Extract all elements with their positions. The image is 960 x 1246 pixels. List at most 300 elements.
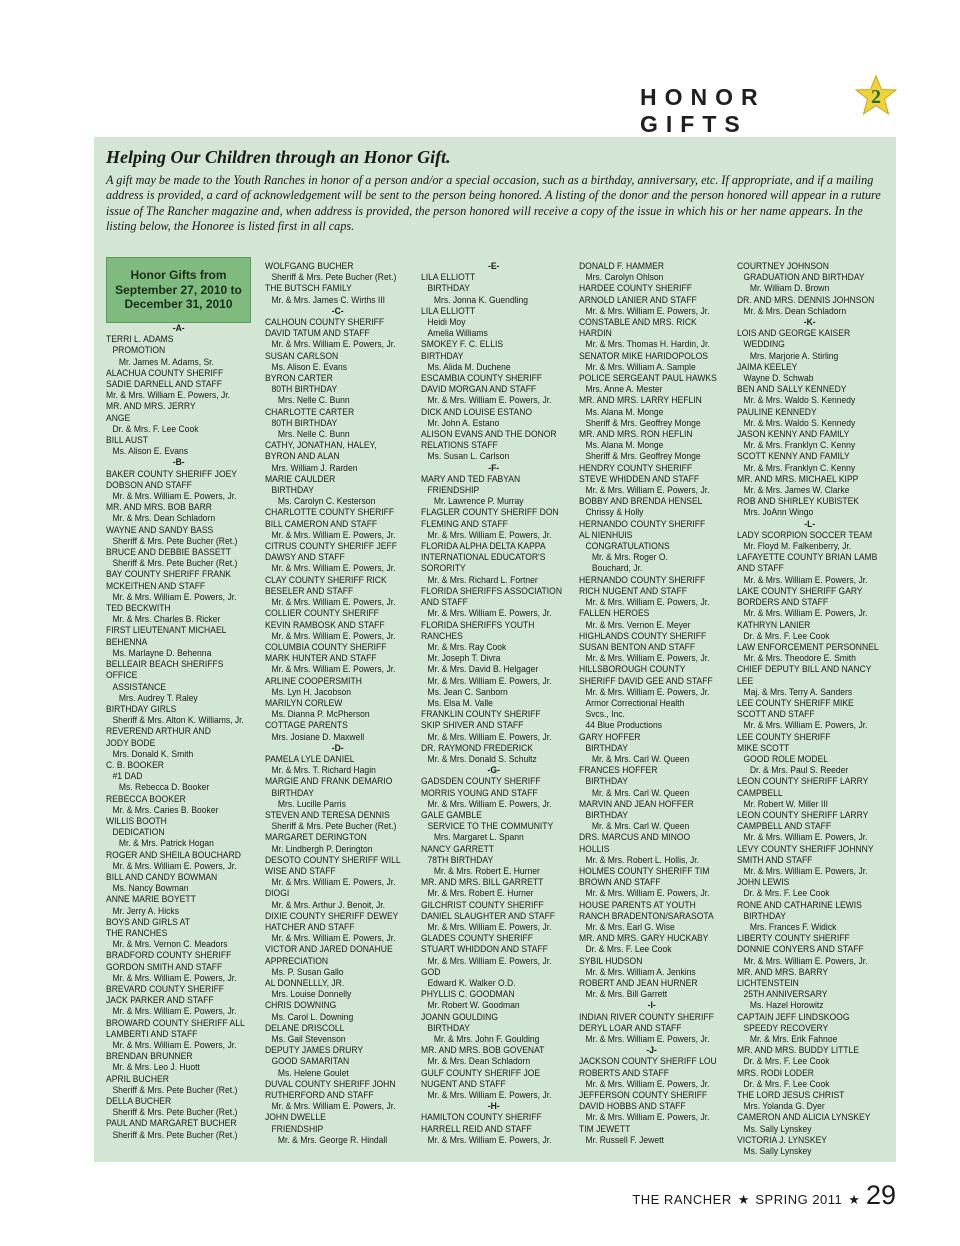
listing-column-2 <box>265 261 403 1146</box>
section-header <box>640 78 900 137</box>
donor-name: Ms. Alison E. Evans <box>271 361 348 372</box>
donor-name: Mr. & Mrs. William E. Powers, Jr. <box>112 591 237 602</box>
donor-name: Mr. & Mrs. William A. Jenkins <box>585 966 696 977</box>
honoree-name: TED BECKWITH <box>106 603 171 614</box>
honoree-name: SCOTT AND STAFF <box>737 709 815 720</box>
honoree-name: MARGIE AND FRANK DEMARIO <box>265 776 393 787</box>
honor-gifts-panel <box>94 137 896 1162</box>
honoree-name: MARY AND TED FABYAN <box>421 473 521 484</box>
honoree-name: MR. AND MRS. BARRY <box>737 966 829 977</box>
honoree-name: SUSAN CARLSON <box>265 350 339 361</box>
donor-name: Mrs. Josiane D. Maxwell <box>271 731 365 742</box>
section-letter-header: -G- <box>487 765 500 776</box>
donor-name: Mr. & Mrs. William E. Powers, Jr. <box>585 1034 710 1045</box>
section-letter-header: -A- <box>172 323 185 333</box>
donor-name: BIRTHDAY <box>271 485 314 496</box>
donor-name: Mr. & Mrs. Franklyn C. Kenny <box>743 462 856 473</box>
honoree-name: WILLIS BOOTH <box>106 815 167 826</box>
donor-name: SERVICE TO THE COMMUNITY <box>427 821 554 832</box>
donor-name: Mr. & Mrs. William E. Powers, Jr. <box>585 1078 710 1089</box>
honoree-name: DR. AND MRS. DENNIS JOHNSON <box>737 294 875 305</box>
donor-name: Ms. Lyn H. Jacobson <box>271 686 351 697</box>
section-letter-header: -E- <box>487 261 500 271</box>
donor-name: Mr. & Mrs. William E. Powers, Jr. <box>271 563 396 574</box>
honoree-name: BRADFORD COUNTY SHERIFF <box>106 950 232 961</box>
donor-name: Mr. & Mrs. William E. Powers, Jr. <box>427 798 552 809</box>
donor-name: Mr. & Mrs. Robert L. Hollis, Jr. <box>585 854 700 865</box>
honoree-name: RANCHES <box>421 630 463 641</box>
honoree-name: BROWN AND STAFF <box>579 877 661 888</box>
donor-name: Mr. & Mrs. John F. Goulding <box>433 1034 540 1045</box>
honoree-name: DUVAL COUNTY SHERIFF JOHN <box>265 1078 396 1089</box>
donor-name: Mr. & Mrs. Carl W. Queen <box>591 821 690 832</box>
honoree-name: JACKSON COUNTY SHERIFF LOU <box>579 1056 717 1067</box>
honoree-name: DAVID HOBBS AND STAFF <box>579 1101 686 1112</box>
honoree-name: THE LORD JESUS CHRIST <box>737 1090 845 1101</box>
donor-name: Ms. Carolyn C. Kesterson <box>277 496 376 507</box>
donor-name: Armor Correctional Health <box>585 697 685 708</box>
honoree-name: LAW ENFORCEMENT PERSONNEL <box>737 641 879 652</box>
honoree-name: BIRTHDAY GIRLS <box>106 703 177 714</box>
donor-name: Sheriff & Mrs. Pete Bucher (Ret.) <box>112 1084 238 1095</box>
donor-name: Ms. Sally Lynskey <box>743 1123 812 1134</box>
honoree-name: LEON COUNTY SHERIFF LARRY <box>737 776 869 787</box>
donor-name: Mr. Robert W. Goodman <box>427 1000 520 1011</box>
honoree-name: FRANCES HOFFER <box>579 765 658 776</box>
donor-name: Ms. Jean C. Sanborn <box>427 686 508 697</box>
page-footer <box>632 1180 896 1211</box>
donor-name: Sheriff & Mrs. Geoffrey Monge <box>585 417 701 428</box>
donor-name: Ms. Gail Stevenson <box>271 1034 346 1045</box>
donor-name: Sheriff & Mrs. Alton K. Williams, Jr. <box>112 715 244 726</box>
honoree-name: DELLA BUCHER <box>106 1096 172 1107</box>
honoree-name: DAWSY AND STAFF <box>265 552 345 563</box>
honoree-name: MR. AND MRS. MICHAEL KIPP <box>737 473 859 484</box>
donor-name: Mr. & Mrs. William E. Powers, Jr. <box>427 921 552 932</box>
footer-star-icon: ★ <box>848 1192 860 1207</box>
honoree-name: RICH NUGENT AND STAFF <box>579 585 688 596</box>
honoree-name: JACK PARKER AND STAFF <box>106 995 214 1006</box>
donor-name: Wayne D. Schwab <box>743 373 814 384</box>
donor-name: Ms. Carol L. Downing <box>271 1011 354 1022</box>
honoree-name: PHYLLIS C. GOODMAN <box>421 989 515 1000</box>
donor-name: Mr. & Mrs. Vernon E. Meyer <box>585 619 691 630</box>
donor-name: Mrs. Carolyn Ohlson <box>585 272 664 283</box>
section-title: HONOR GIFTS <box>640 84 766 137</box>
honoree-name: DEPUTY JAMES DRURY <box>265 1045 364 1056</box>
donor-name: GOOD SAMARITAN <box>271 1056 350 1067</box>
honoree-name: LEVY COUNTY SHERIFF JOHNNY <box>737 843 874 854</box>
donor-name: Mr. & Mrs. Caries B. Booker <box>112 804 219 815</box>
honoree-name: DIXIE COUNTY SHERIFF DEWEY <box>265 910 399 921</box>
honoree-name: SKIP SHIVER AND STAFF <box>421 720 524 731</box>
honoree-name: ARLINE COOPERSMITH <box>265 675 362 686</box>
honoree-name: MR. AND MRS. RON HEFLIN <box>579 429 693 440</box>
honoree-name: JAIMA KEELEY <box>737 361 798 372</box>
honoree-name: LOIS AND GEORGE KAISER <box>737 328 851 339</box>
honoree-name: BYRON CARTER <box>265 373 333 384</box>
honoree-name: LEON COUNTY SHERIFF LARRY <box>737 809 869 820</box>
honoree-name: CHARLOTTE CARTER <box>265 406 355 417</box>
donor-name: Heidi Moy <box>427 317 466 328</box>
honoree-name: BEN AND SALLY KENNEDY <box>737 384 847 395</box>
honoree-name: CLAY COUNTY SHERIFF RICK <box>265 574 387 585</box>
honoree-name: HENDRY COUNTY SHERIFF <box>579 462 693 473</box>
honoree-name: GALE GAMBLE <box>421 809 482 820</box>
donor-name: Ms. Nancy Bowman <box>112 883 189 894</box>
donor-name: BIRTHDAY <box>271 787 314 798</box>
donor-name: Mr. & Mrs. William E. Powers, Jr. <box>743 720 868 731</box>
donor-name: BIRTHDAY <box>585 809 628 820</box>
donor-name: Mrs. Frances F. Widick <box>749 921 837 932</box>
honoree-name: MCKEITHEN AND STAFF <box>106 580 206 591</box>
honoree-name: CHARLOTTE COUNTY SHERIFF <box>265 507 395 518</box>
donor-name: Sheriff & Mrs. Pete Bucher (Ret.) <box>112 1107 238 1118</box>
honoree-name: CITRUS COUNTY SHERIFF JEFF <box>265 541 397 552</box>
honoree-name: COTTAGE PARENTS <box>265 720 348 731</box>
honoree-name: DESOTO COUNTY SHERIFF WILL <box>265 854 401 865</box>
honoree-name: DELANE DRISCOLL <box>265 1022 345 1033</box>
honoree-name: BAY COUNTY SHERIFF FRANK <box>106 569 231 580</box>
honoree-name: DOBSON AND STAFF <box>106 479 192 490</box>
honoree-name: MR. AND MRS. BILL GARRETT <box>421 877 544 888</box>
honoree-name: AL DONNELLLY, JR. <box>265 978 345 988</box>
honoree-name: STUART WHIDDON AND STAFF <box>421 944 548 955</box>
honoree-name: GORDON SMITH AND STAFF <box>106 961 223 972</box>
honoree-name: DONNIE CONYERS AND STAFF <box>737 944 864 955</box>
honoree-name: Mr. & Mrs. William E. Powers, Jr. <box>106 390 231 401</box>
honoree-name: HARDIN <box>579 328 612 339</box>
listing-column-5 <box>737 261 879 1157</box>
donor-name: Mr. Russell F. Jewett <box>585 1134 664 1145</box>
donor-name: Mr. & Mrs. William E. Powers, Jr. <box>743 865 868 876</box>
honoree-name: HIGHLANDS COUNTY SHERIFF <box>579 630 707 641</box>
honoree-name: HOUSE PARENTS AT YOUTH <box>579 899 696 910</box>
honoree-name: LICHTENSTEIN <box>737 978 799 988</box>
honoree-name: POLICE SERGEANT PAUL HAWKS <box>579 373 717 384</box>
honoree-name: FLAGLER COUNTY SHERIFF DON <box>421 507 559 518</box>
honoree-name: BORDERS AND STAFF <box>737 597 829 608</box>
donor-name: Mr. & Mrs. William E. Powers, Jr. <box>743 608 868 619</box>
listing-column-3 <box>421 261 563 1146</box>
honoree-name: CAMERON AND ALICIA LYNSKEY <box>737 1112 871 1123</box>
donor-name: Mrs. Nelle C. Bunn <box>277 395 350 406</box>
donor-name: Bouchard, Jr. <box>591 563 643 574</box>
honoree-name: GLADES COUNTY SHERIFF <box>421 933 534 944</box>
donor-name: Mr. & Mrs. Earl G. Wise <box>585 921 675 932</box>
donor-name: Mr. & Mrs. Waldo S. Kennedy <box>743 417 856 428</box>
honoree-name: SMITH AND STAFF <box>737 854 813 865</box>
honoree-name: INTERNATIONAL EDUCATOR'S <box>421 552 546 563</box>
honoree-name: MARIE CAULDER <box>265 473 336 484</box>
honoree-name: PAULINE KENNEDY <box>737 406 817 417</box>
honoree-name: GILCHRIST COUNTY SHERIFF <box>421 899 544 910</box>
donor-name: Mr. & Mrs. William E. Powers, Jr. <box>585 485 710 496</box>
donor-name: Mr. Floyd M. Falkenberry, Jr. <box>743 541 852 552</box>
honoree-name: JODY BODE <box>106 737 156 748</box>
honoree-name: PAUL AND MARGARET BUCHER <box>106 1118 237 1129</box>
honoree-name: STEVE WHIDDEN AND STAFF <box>579 473 700 484</box>
section-letter-header: -D- <box>331 742 344 753</box>
donor-name: Dr. & Mrs. F. Lee Cook <box>743 888 830 899</box>
honoree-name: ESCAMBIA COUNTY SHERIFF <box>421 373 543 384</box>
honoree-name: RONE AND CATHARINE LEWIS <box>737 899 862 910</box>
donor-name: Dr. & Mrs. F. Lee Cook <box>585 944 672 955</box>
honoree-name: CALHOUN COUNTY SHERIFF <box>265 317 385 328</box>
donor-name: ASSISTANCE <box>112 681 167 692</box>
honoree-name: BILL AND CANDY BOWMAN <box>106 871 218 882</box>
honoree-name: PAMELA LYLE DANIEL <box>265 753 355 764</box>
donor-name: Mr. Jerry A. Hicks <box>112 905 179 916</box>
donor-name: Sheriff & Mrs. Pete Bucher (Ret.) <box>112 535 238 546</box>
honoree-name: AND STAFF <box>421 597 468 608</box>
donor-name: Mr. & Mrs. William E. Powers, Jr. <box>585 597 710 608</box>
donor-name: Mr. & Mrs. William A. Sample <box>585 361 696 372</box>
honoree-name: MR. AND MRS. BOB GOVENAT <box>421 1045 545 1056</box>
honoree-name: ANNE MARIE BOYETT <box>106 894 196 905</box>
donor-name: Mr. & Mrs. William E. Powers, Jr. <box>271 664 396 675</box>
honoree-name: TIM JEWETT <box>579 1123 631 1134</box>
honoree-name: VICTOR AND JARED DONAHUE <box>265 944 393 955</box>
donor-name: Mr. & Mrs. Thomas H. Hardin, Jr. <box>585 339 710 350</box>
donor-name: Ms. Rebecca D. Booker <box>118 782 210 793</box>
donor-name: FRIENDSHIP <box>427 485 480 496</box>
donor-name: Mr. & Mrs. William E. Powers, Jr. <box>427 675 552 686</box>
listing-column-1 <box>106 323 244 1141</box>
honoree-name: JEFFERSON COUNTY SHERIFF <box>579 1090 708 1101</box>
honoree-name: ROB AND SHIRLEY KUBISTEK <box>737 496 860 507</box>
honoree-name: DANIEL SLAUGHTER AND STAFF <box>421 910 556 921</box>
donor-name: Mr. & Mrs. William E. Powers, Jr. <box>427 955 552 966</box>
honoree-name: MORRIS YOUNG AND STAFF <box>421 787 538 798</box>
honoree-name: LAFAYETTE COUNTY BRIAN LAMB <box>737 552 878 563</box>
donor-name: Mr. & Mrs. William E. Powers, Jr. <box>112 1006 237 1017</box>
honoree-name: C. B. BOOKER <box>106 759 164 770</box>
intro-heading: Helping Our Children through an Honor Gift. <box>106 147 451 167</box>
honoree-name: MR. AND MRS. BUDDY LITTLE <box>737 1045 859 1056</box>
honoree-name: MR. AND MRS. LARRY HEFLIN <box>579 395 702 406</box>
donor-name: GRADUATION AND BIRTHDAY <box>743 272 865 283</box>
donor-name: Mr. & Mrs. Bill Garrett <box>585 989 668 1000</box>
donor-name: Mr. & Mrs. William E. Powers, Jr. <box>585 888 710 899</box>
donor-name: Mrs. Nelle C. Bunn <box>277 429 350 440</box>
honoree-name: SCOTT KENNY AND FAMILY <box>737 451 850 462</box>
donor-name: Ms. Marlayne D. Behenna <box>112 647 212 658</box>
donor-name: Mr. & Mrs. George R. Hindall <box>277 1134 388 1145</box>
section-letter-header: -F- <box>488 462 500 473</box>
donor-name: Mr. Lindbergh P. Derington <box>271 843 373 854</box>
honoree-name: MR. AND MRS. GARY HUCKABY <box>579 933 709 944</box>
donor-name: Mr. & Mrs. James W. Clarke <box>743 485 850 496</box>
donor-name: Mr. & Mrs. William E. Powers, Jr. <box>427 731 552 742</box>
honoree-name: THE BUTSCH FAMILY <box>265 283 352 294</box>
donor-name: Mr. & Mrs. Vernon C. Meadors <box>112 939 228 950</box>
honoree-name: RELATIONS STAFF <box>421 440 498 451</box>
honoree-name: NUGENT AND STAFF <box>421 1078 506 1089</box>
honoree-name: CAMPBELL AND STAFF <box>737 821 832 832</box>
honoree-name: BOBBY AND BRENDA HENSEL <box>579 496 703 507</box>
donor-name: Dr. & Mrs. F. Lee Cook <box>743 1056 830 1067</box>
donor-name: Mr. & Mrs. Robert E. Hurner <box>427 888 534 899</box>
donor-name: BIRTHDAY <box>585 776 628 787</box>
honoree-name: FRANKLIN COUNTY SHERIFF <box>421 709 541 720</box>
donor-name: Mr. & Mrs. William E. Powers, Jr. <box>743 955 868 966</box>
honoree-name: RANCH BRADENTON/SARASOTA <box>579 910 714 921</box>
donor-name: Mr. & Mrs. William E. Powers, Jr. <box>271 877 396 888</box>
donor-name: CONGRATULATIONS <box>585 541 670 552</box>
honoree-name: SMOKEY F. C. ELLIS <box>421 339 504 350</box>
donor-name: Sheriff & Mrs. Geoffrey Monge <box>585 451 701 462</box>
donor-name: Dr. & Mrs. F. Lee Cook <box>112 423 199 434</box>
honoree-name: CHRIS DOWNING <box>265 1000 337 1011</box>
honoree-name: APRIL BUCHER <box>106 1073 169 1084</box>
donor-name: Ms. Dianna P. McPherson <box>271 709 370 720</box>
honoree-name: ARNOLD LANIER AND STAFF <box>579 294 697 305</box>
donor-name: Mr. & Mrs. William E. Powers, Jr. <box>585 653 710 664</box>
honoree-name: BILL CAMERON AND STAFF <box>265 518 378 529</box>
honoree-name: WOLFGANG BUCHER <box>265 261 354 271</box>
donor-name: Chrissy & Holly <box>585 507 644 518</box>
honoree-name: DAVID TATUM AND STAFF <box>265 328 370 339</box>
donor-name: Mr. & Mrs. Carl W. Queen <box>591 753 690 764</box>
donor-name: Ms. Helene Goulet <box>277 1067 349 1078</box>
section-letter-header: -J- <box>646 1045 657 1056</box>
listing-column-4 <box>579 261 717 1146</box>
honoree-name: ROBERT AND JEAN HURNER <box>579 978 698 988</box>
donor-name: Mrs. JoAnn Wingo <box>743 507 814 518</box>
honoree-name: FLORIDA SHERIFFS YOUTH <box>421 619 535 630</box>
honoree-name: FLORIDA ALPHA DELTA KAPPA <box>421 541 546 552</box>
honoree-name: BROWARD COUNTY SHERIFF ALL <box>106 1017 245 1028</box>
honoree-name: MR. AND MRS. JERRY <box>106 401 196 412</box>
section-letter-header: -K- <box>803 317 816 328</box>
donor-name: Mr. & Mrs. William E. Powers, Jr. <box>585 305 710 316</box>
donor-name: Ms. Susan L. Carlson <box>427 451 510 462</box>
honoree-name: HERNANDO COUNTY SHERIFF <box>579 574 706 585</box>
honoree-name: BESELER AND STAFF <box>265 585 354 596</box>
honoree-name: CAMPBELL <box>737 787 783 798</box>
donor-name: Mr. & Mrs. Donald S. Schultz <box>427 753 537 764</box>
honoree-name: DAVID MORGAN AND STAFF <box>421 384 537 395</box>
honoree-name: GARY HOFFER <box>579 731 641 742</box>
honoree-name: KATHRYN LANIER <box>737 619 811 630</box>
section-letter-header: -C- <box>331 305 344 316</box>
donor-name: Mr. & Mrs. Leo J. Huott <box>112 1062 200 1073</box>
donor-name: Edward K. Walker O.D. <box>427 978 516 988</box>
donor-name: 25TH ANNIVERSARY <box>743 989 828 1000</box>
donor-name: Mr. & Mrs. Robert E. Hurner <box>433 865 540 876</box>
honoree-name: ALACHUA COUNTY SHERIFF <box>106 367 224 378</box>
donor-name: Mr. & Mrs. William E. Powers, Jr. <box>271 597 396 608</box>
honoree-name: AND STAFF <box>737 563 784 574</box>
donor-name: Ms. Alison E. Evans <box>112 446 189 457</box>
magazine-name: THE RANCHER <box>632 1192 732 1207</box>
donor-name: Mr. & Mrs. William E. Powers, Jr. <box>427 608 552 619</box>
donor-name: Mr. & Mrs. William E. Powers, Jr. <box>743 832 868 843</box>
donor-name: Mr. & Mrs. William E. Powers, Jr. <box>112 860 237 871</box>
honoree-name: LILA ELLIOTT <box>421 272 476 283</box>
honoree-name: BRENDAN BRUNNER <box>106 1051 193 1062</box>
honoree-name: HOLLIS <box>579 843 610 854</box>
honoree-name: BIRTHDAY <box>421 350 464 361</box>
donor-name: Mr. & Mrs. William E. Powers, Jr. <box>112 1040 237 1050</box>
donor-name: Sheriff & Mrs. Pete Bucher (Ret.) <box>271 821 397 832</box>
donor-name: Mrs. Yolanda G. Dyer <box>743 1101 825 1112</box>
honoree-name: BRUCE AND DEBBIE BASSETT <box>106 547 232 558</box>
honoree-name: KEVIN RAMBOSK AND STAFF <box>265 619 385 630</box>
donor-name: Mr. & Mrs. Waldo S. Kennedy <box>743 395 856 406</box>
donor-name: Mr. & Mrs. Dean Schladorn <box>427 1056 531 1067</box>
honoree-name: JASON KENNY AND FAMILY <box>737 429 850 440</box>
donor-name: Ms. Elsa M. Valle <box>427 697 493 708</box>
honoree-name: MRS. RODI LODER <box>737 1067 814 1078</box>
donor-name: 44 Blue Productions <box>585 720 663 731</box>
donor-name: Sheriff & Mrs. Pete Bucher (Ret.) <box>112 558 238 569</box>
honoree-name: WISE AND STAFF <box>265 865 336 876</box>
donor-name: BIRTHDAY <box>427 1022 470 1033</box>
honoree-name: SHERIFF DAVID GEE AND STAFF <box>579 675 713 686</box>
honoree-name: LADY SCORPION SOCCER TEAM <box>737 529 873 540</box>
donor-name: Mr. & Mrs. Charles B. Ricker <box>112 614 221 625</box>
date-range-badge: Honor Gifts from September 27, 2010 to December 31, 2010 <box>106 257 251 323</box>
section-letter-header: -H- <box>487 1101 500 1112</box>
donor-name: Ms. Sally Lynskey <box>743 1146 812 1157</box>
donor-name: Dr. & Mrs. Paul S. Reeder <box>749 765 849 776</box>
honoree-name: AL NIENHUIS <box>579 529 633 540</box>
honoree-name: FALLEN HEROES <box>579 608 650 619</box>
donor-name: Mr. William D. Brown <box>749 283 830 294</box>
honoree-name: JOANN GOULDING <box>421 1011 498 1022</box>
donor-name: Mrs. Donald K. Smith <box>112 748 194 759</box>
donor-name: Mr. & Mrs. William E. Powers, Jr. <box>585 1112 710 1123</box>
donor-name: Mrs. Audrey T. Raley <box>118 692 198 703</box>
donor-name: Mrs. Marjorie A. Stirling <box>749 350 839 361</box>
donor-name: Mr. & Mrs. James C. Wirths III <box>271 294 386 305</box>
honoree-name: HATCHER AND STAFF <box>265 921 355 932</box>
donor-name: Mr. & Mrs. William E. Powers, Jr. <box>271 1101 396 1112</box>
honoree-name: MARGARET DERINGTON <box>265 832 367 843</box>
donor-name: Mrs. Anne A. Mester <box>585 384 663 395</box>
donor-name: Mr. Robert W. Miller III <box>743 798 829 809</box>
donor-name: Mrs. Louise Donnelly <box>271 989 352 1000</box>
donor-name: Sheriff & Mrs. Pete Bucher (Ret.) <box>112 1129 238 1140</box>
honoree-name: SUSAN BENTON AND STAFF <box>579 641 696 652</box>
honoree-name: ROGER AND SHEILA BOUCHARD <box>106 849 241 860</box>
donor-name: Ms. Alana M. Monge <box>585 406 664 417</box>
donor-name: Mr. & Mrs. Theodore E. Smith <box>743 653 856 664</box>
honoree-name: VICTORIA J. LYNSKEY <box>737 1134 828 1145</box>
honoree-name: RUTHERFORD AND STAFF <box>265 1090 374 1101</box>
honoree-name: APPRECIATION <box>265 955 329 966</box>
donor-name: BIRTHDAY <box>743 910 786 921</box>
honoree-name: GULF COUNTY SHERIFF JOE <box>421 1067 541 1078</box>
honoree-name: FIRST LIEUTENANT MICHAEL <box>106 625 227 636</box>
honoree-name: GADSDEN COUNTY SHERIFF <box>421 776 541 787</box>
honoree-name: WAYNE AND SANDY BASS <box>106 524 214 535</box>
donor-name: Mrs. Jonna K. Guendling <box>433 294 529 305</box>
honoree-name: BEHENNA <box>106 636 148 647</box>
honoree-name: GOD <box>421 966 441 977</box>
honoree-name: FLORIDA SHERIFFS ASSOCIATION <box>421 585 563 596</box>
honoree-name: MR. AND MRS. BOB BARR <box>106 502 212 513</box>
donor-name: Mr. Joseph T. Divra <box>427 653 501 664</box>
honoree-name: JOHN LEWIS <box>737 877 790 888</box>
honoree-name: FLEMING AND STAFF <box>421 518 508 529</box>
intro-text: A gift may be made to the Youth Ranches in honor of a person and/or a special occasion, such as a birthday, anniversary, etc. If appropriate, and if a mailing address is provided, a card of acknowledgement will be sent to the person being honored. A listing of the donor and the person honored will appear in a ruture issue of The Rancher magazine and, when address is provided, the person honored will receive a copy of the issue in which his or her name appears. In the listing below, the Honoree is listed first in all caps. <box>106 173 881 233</box>
donor-name: Mr. Lawrence P. Murray <box>433 496 524 507</box>
donor-name: PROMOTION <box>112 345 166 356</box>
honoree-name: STEVEN AND TERESA DENNIS <box>265 809 390 820</box>
